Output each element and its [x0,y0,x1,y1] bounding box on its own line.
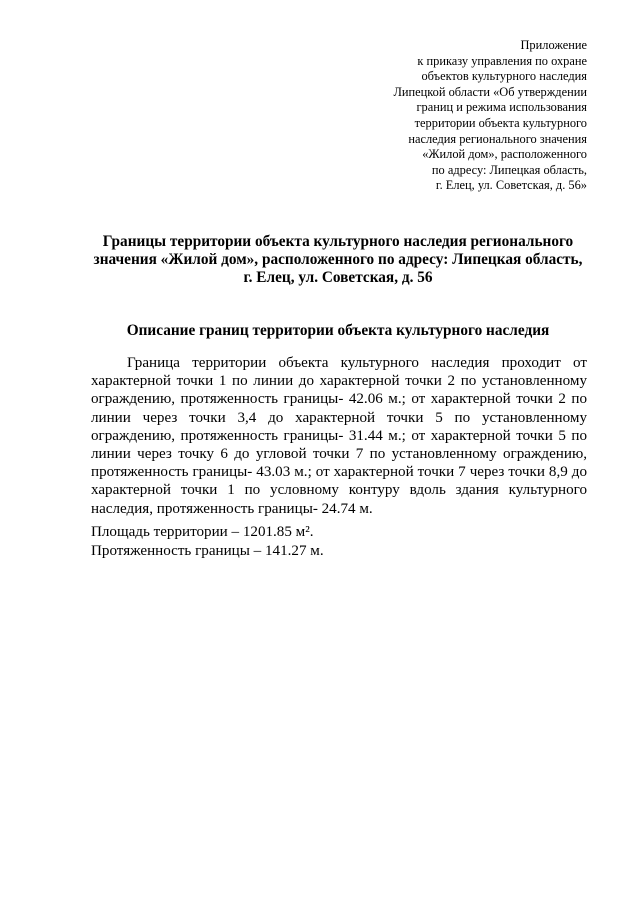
title-line: г. Елец, ул. Советская, д. 56 [243,269,433,286]
appendix-line: объектов культурного наследия [421,69,587,84]
boundary-length: Протяженность границы – 141.27 м. [91,542,324,559]
section-heading: Описание границ территории объекта культурного наследия [126,322,550,339]
appendix-line: по адресу: Липецкая область, [431,162,587,177]
appendix-line: границ и режима использования [416,100,587,115]
appendix-line: Липецкой области «Об утверждении [393,84,587,99]
appendix-line: территории объекта культурного [414,115,587,130]
description-line: линии через точку 6 до угловой точки 7 по установленному ограждению, [91,446,587,463]
description-line: наследия, протяженность границы- 24.74 м. [91,500,373,517]
document-title [82,233,594,287]
description-line: характерной точки 1 по условному контуру вдоль здания культурного [91,482,587,499]
description-line: характерной точки 1 по линии до характерной точки 2 по установленному [91,373,587,390]
description-line: Граница территории объекта культурного наследия проходит от [127,355,587,371]
appendix-line: «Жилой дом», расположенного [422,147,587,162]
appendix-line: г. Елец, ул. Советская, д. 56» [435,178,587,193]
appendix-line: наследия регионального значения [408,131,587,146]
appendix-header [327,38,587,194]
title-line: значения «Жилой дом», расположенного по адресу: Липецкая область, [93,251,583,268]
title-line: Границы территории объекта культурного наследия регионального [102,233,574,250]
description-line: ограждению, протяженность границы- 31.44 м.; от характерной точки 5 по [91,427,587,444]
appendix-line: Приложение [520,38,587,52]
description-line: протяженность границы- 43.03 м.; от характерной точки 7 через точки 8,9 до [91,464,587,481]
territory-area: Площадь территории – 1201.85 м². [91,524,314,540]
boundary-description [91,354,587,518]
territory-summary [91,523,324,560]
description-line: линии через точки 3,4 до характерной точки 5 по установленному [91,409,587,426]
description-line: ограждению, протяженность границы- 42.06 м.; от характерной точки 2 по [91,391,587,408]
appendix-line: к приказу управления по охране [417,53,587,68]
